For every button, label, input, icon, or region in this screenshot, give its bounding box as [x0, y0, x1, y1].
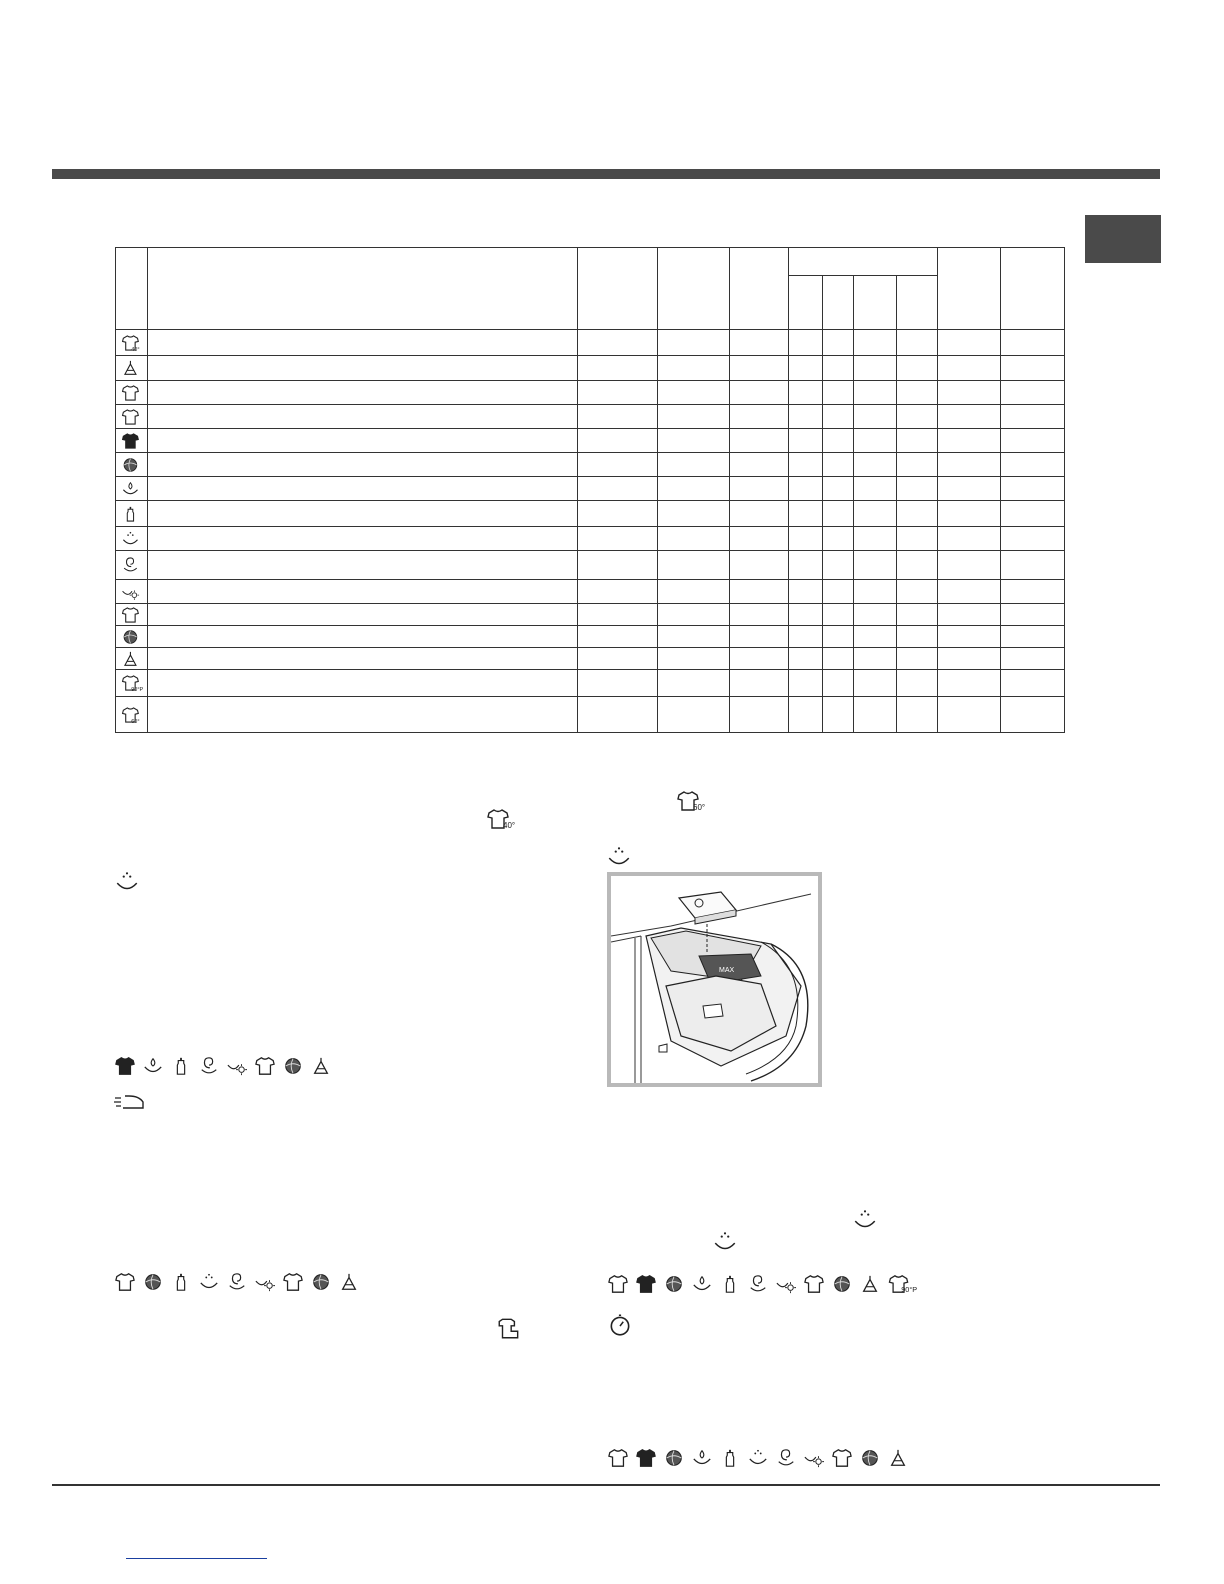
ball-sun-icon — [282, 1056, 304, 1076]
hand-wash-drop-icon — [691, 1274, 713, 1294]
max-label: MAX — [719, 967, 735, 974]
table-cell — [938, 501, 1001, 527]
table-cell — [578, 626, 658, 648]
table-cell — [658, 604, 730, 626]
table-cell — [578, 381, 658, 405]
basin-steam-icon — [747, 1448, 769, 1468]
spin-swirl-icon — [226, 1272, 248, 1292]
table-cell — [1001, 381, 1065, 405]
shirt-40-label: 40° — [503, 821, 516, 830]
table-header-row — [116, 248, 1065, 276]
iron-icon — [112, 1092, 148, 1112]
table-cell — [1001, 405, 1065, 429]
table-cell — [789, 670, 823, 697]
shirt-60-icon — [676, 790, 712, 812]
table-cell — [938, 626, 1001, 648]
table-cell — [854, 604, 897, 626]
table-cell — [730, 626, 789, 648]
shirt-90p-label: 90°P — [130, 686, 143, 693]
table-cell — [823, 648, 854, 670]
table-cell — [897, 604, 938, 626]
language-tab — [1085, 215, 1161, 263]
table-icon-cell — [116, 381, 148, 405]
table-cell — [854, 356, 897, 381]
basin-steam-icon — [852, 1208, 878, 1232]
table-cell — [854, 626, 897, 648]
table-cell — [730, 580, 789, 604]
table-cell — [730, 356, 789, 381]
table-row — [116, 697, 1065, 733]
table-cell — [658, 405, 730, 429]
basin-steam-icon — [121, 529, 143, 549]
icon-row-4 — [607, 1448, 909, 1468]
table-cell — [658, 648, 730, 670]
table-cell — [578, 527, 658, 551]
table-cell — [578, 697, 658, 733]
table-cell — [823, 330, 854, 356]
table-cell — [823, 453, 854, 477]
table-cell — [823, 604, 854, 626]
table-cell — [658, 527, 730, 551]
basin-sun-icon — [775, 1274, 797, 1294]
icon-row-3 — [607, 1274, 921, 1294]
basin-sun-icon — [254, 1272, 276, 1292]
table-row — [116, 626, 1065, 648]
table-row — [116, 580, 1065, 604]
table-cell — [789, 477, 823, 501]
shirt-sun-icon — [121, 605, 143, 625]
dark-shirt-icon — [635, 1274, 657, 1294]
wool-sun-icon — [338, 1272, 360, 1292]
shirt-sun-icon — [831, 1448, 853, 1468]
table-cell — [1001, 670, 1065, 697]
table-cell — [789, 381, 823, 405]
table-icon-cell — [116, 330, 148, 356]
table-cell — [730, 429, 789, 453]
shirt-90p-icon — [121, 673, 143, 693]
table-cell — [789, 356, 823, 381]
table-cell — [578, 429, 658, 453]
table-row — [116, 405, 1065, 429]
spin-swirl-icon — [121, 555, 143, 575]
table-row — [116, 330, 1065, 356]
table-cell — [938, 604, 1001, 626]
table-cell — [578, 670, 658, 697]
ball-sun-icon — [121, 627, 143, 647]
table-cell — [823, 429, 854, 453]
sport-ball-icon — [121, 455, 143, 475]
shirt-90p-icon — [887, 1274, 921, 1294]
table-cell — [658, 670, 730, 697]
sport-ball-icon — [663, 1274, 685, 1294]
header-cell — [148, 248, 578, 330]
table-cell — [148, 381, 578, 405]
shirt-60-icon — [121, 705, 143, 725]
table-cell — [1001, 551, 1065, 580]
table-cell — [823, 381, 854, 405]
shirt-icon — [114, 1272, 136, 1292]
header-cell — [823, 276, 854, 330]
table-cell — [1001, 604, 1065, 626]
table-cell — [897, 697, 938, 733]
table-row — [116, 453, 1065, 477]
wool-sun-icon — [121, 649, 143, 669]
table-cell — [897, 626, 938, 648]
table-cell — [658, 477, 730, 501]
table-cell — [938, 429, 1001, 453]
dark-shirt-icon — [114, 1056, 136, 1076]
table-cell — [854, 527, 897, 551]
table-cell — [938, 648, 1001, 670]
table-cell — [938, 477, 1001, 501]
table-cell — [730, 604, 789, 626]
table-cell — [1001, 330, 1065, 356]
table-cell — [938, 330, 1001, 356]
wool-sun-icon — [310, 1056, 332, 1076]
table-cell — [823, 670, 854, 697]
table-cell — [789, 453, 823, 477]
header-rule — [52, 169, 1160, 179]
table-cell — [730, 405, 789, 429]
table-cell — [823, 551, 854, 580]
table-icon-cell — [116, 453, 148, 477]
table-cell — [897, 551, 938, 580]
table-cell — [897, 501, 938, 527]
table-icon-cell — [116, 580, 148, 604]
table-cell — [823, 626, 854, 648]
header-cell — [730, 248, 789, 330]
table-cell — [730, 330, 789, 356]
table-cell — [938, 551, 1001, 580]
table-row — [116, 477, 1065, 501]
table-cell — [854, 477, 897, 501]
shirt-timer-icon — [121, 407, 143, 427]
wool-icon — [121, 358, 143, 378]
table-cell — [823, 697, 854, 733]
baby-bottle-icon — [121, 504, 143, 524]
timer-icon — [607, 1312, 633, 1338]
basin-steam-icon — [198, 1272, 220, 1292]
detergent-drawer-figure — [607, 872, 822, 1087]
table-cell — [854, 648, 897, 670]
table-cell — [823, 580, 854, 604]
table-cell — [897, 405, 938, 429]
table-cell — [658, 330, 730, 356]
table-cell — [730, 670, 789, 697]
shirt-icon — [607, 1448, 629, 1468]
table-cell — [854, 697, 897, 733]
table-cell — [854, 405, 897, 429]
table-cell — [148, 330, 578, 356]
header-cell — [938, 248, 1001, 330]
table-cell — [789, 405, 823, 429]
table-cell — [658, 356, 730, 381]
table-cell — [148, 648, 578, 670]
baby-bottle-icon — [170, 1056, 192, 1076]
table-cell — [938, 697, 1001, 733]
table-cell — [578, 477, 658, 501]
table-icon-cell — [116, 429, 148, 453]
basin-sun-icon — [121, 582, 143, 602]
icon-row-2 — [114, 1272, 360, 1292]
table-cell — [148, 604, 578, 626]
table-cell — [897, 670, 938, 697]
wool-sun-icon — [859, 1274, 881, 1294]
sport-ball-icon — [142, 1272, 164, 1292]
table-cell — [578, 580, 658, 604]
ball-sun-icon — [831, 1274, 853, 1294]
table-cell — [658, 580, 730, 604]
footer-link-underline[interactable] — [126, 1558, 267, 1559]
table-cell — [938, 405, 1001, 429]
table-row — [116, 604, 1065, 626]
table-cell — [897, 356, 938, 381]
icon-row-1 — [114, 1056, 332, 1076]
table-cell — [789, 330, 823, 356]
table-row — [116, 356, 1065, 381]
table-cell — [1001, 356, 1065, 381]
table-cell — [148, 356, 578, 381]
header-cell — [789, 276, 823, 330]
table-cell — [578, 604, 658, 626]
table-cell — [1001, 697, 1065, 733]
basin-steam-icon — [606, 845, 632, 869]
shirt-icon — [607, 1274, 629, 1294]
table-cell — [578, 648, 658, 670]
table-cell — [1001, 527, 1065, 551]
table-cell — [148, 670, 578, 697]
table-cell — [823, 356, 854, 381]
table-cell — [730, 527, 789, 551]
shirt-icon — [121, 383, 143, 403]
table-cell — [730, 381, 789, 405]
table-cell — [1001, 477, 1065, 501]
table-cell — [897, 429, 938, 453]
table-cell — [148, 580, 578, 604]
table-cell — [148, 405, 578, 429]
basin-steam-icon — [712, 1230, 738, 1254]
table-icon-cell — [116, 626, 148, 648]
table-cell — [578, 405, 658, 429]
table-icon-cell — [116, 697, 148, 733]
baby-bottle-icon — [719, 1274, 741, 1294]
dark-shirt-icon — [121, 431, 143, 451]
header-cell — [1001, 248, 1065, 330]
table-cell — [658, 429, 730, 453]
table-cell — [789, 697, 823, 733]
baby-bottle-icon — [170, 1272, 192, 1292]
spin-swirl-icon — [747, 1274, 769, 1294]
table-cell — [789, 551, 823, 580]
table-cell — [938, 381, 1001, 405]
table-icon-cell — [116, 356, 148, 381]
spin-swirl-icon — [775, 1448, 797, 1468]
table-cell — [854, 551, 897, 580]
table-cell — [1001, 429, 1065, 453]
table-cell — [730, 697, 789, 733]
table-cell — [148, 501, 578, 527]
table-cell — [148, 453, 578, 477]
table-cell — [148, 477, 578, 501]
footer-rule — [52, 1484, 1160, 1486]
table-row — [116, 670, 1065, 697]
table-cell — [938, 356, 1001, 381]
ball-sun-icon — [310, 1272, 332, 1292]
table-cell — [1001, 580, 1065, 604]
table-cell — [730, 551, 789, 580]
table-icon-cell — [116, 551, 148, 580]
hand-wash-drop-icon — [691, 1448, 713, 1468]
table-cell — [938, 580, 1001, 604]
table-cell — [1001, 501, 1065, 527]
table-cell — [789, 501, 823, 527]
table-cell — [730, 453, 789, 477]
table-icon-cell — [116, 670, 148, 697]
header-cell — [658, 248, 730, 330]
table-cell — [148, 626, 578, 648]
table-cell — [823, 405, 854, 429]
table-cell — [938, 670, 1001, 697]
dark-shirt-icon — [635, 1448, 657, 1468]
table-cell — [854, 330, 897, 356]
shirt-60-label: 60° — [130, 718, 140, 725]
table-cell — [658, 501, 730, 527]
table-cell — [1001, 626, 1065, 648]
table-cell — [823, 527, 854, 551]
header-cell — [789, 248, 938, 276]
table-cell — [897, 381, 938, 405]
table-cell — [789, 648, 823, 670]
table-row — [116, 648, 1065, 670]
table-icon-cell — [116, 477, 148, 501]
table-icon-cell — [116, 527, 148, 551]
table-row — [116, 381, 1065, 405]
table-cell — [897, 453, 938, 477]
table-cell — [854, 670, 897, 697]
table-cell — [897, 477, 938, 501]
header-cell — [897, 276, 938, 330]
table-cell — [789, 626, 823, 648]
table-row — [116, 501, 1065, 527]
table-cell — [148, 527, 578, 551]
table-row — [116, 527, 1065, 551]
shirt-sun-icon — [254, 1056, 276, 1076]
table-cell — [1001, 453, 1065, 477]
table-cell — [578, 501, 658, 527]
table-cell — [578, 551, 658, 580]
sport-ball-icon — [663, 1448, 685, 1468]
header-cell — [578, 248, 658, 330]
table-cell — [578, 330, 658, 356]
table-cell — [789, 580, 823, 604]
table-cell — [789, 429, 823, 453]
shirt-40-label: 40° — [130, 346, 140, 353]
table-cell — [854, 453, 897, 477]
table-cell — [658, 381, 730, 405]
table-cell — [1001, 648, 1065, 670]
table-cell — [578, 356, 658, 381]
ball-sun-icon — [859, 1448, 881, 1468]
detergent-drawer-illustration — [611, 876, 818, 1083]
shirt-sun-icon — [282, 1272, 304, 1292]
shirt-40-icon — [486, 808, 522, 830]
table-icon-cell — [116, 648, 148, 670]
shirt-step-icon — [496, 1316, 522, 1340]
table-cell — [938, 527, 1001, 551]
table-cell — [730, 501, 789, 527]
table-cell — [658, 626, 730, 648]
table-icon-cell — [116, 501, 148, 527]
table-cell — [854, 381, 897, 405]
table-cell — [897, 527, 938, 551]
table-cell — [148, 697, 578, 733]
table-cell — [854, 501, 897, 527]
table-cell — [730, 648, 789, 670]
basin-sun-icon — [803, 1448, 825, 1468]
hand-wash-drop-icon — [142, 1056, 164, 1076]
table-cell — [897, 580, 938, 604]
table-cell — [148, 429, 578, 453]
programme-table — [115, 247, 1065, 733]
wool-sun-icon — [887, 1448, 909, 1468]
table-cell — [854, 580, 897, 604]
table-cell — [897, 648, 938, 670]
table-icon-cell — [116, 405, 148, 429]
table-cell — [823, 477, 854, 501]
table-cell — [730, 477, 789, 501]
header-cell — [854, 276, 897, 330]
shirt-sun-icon — [803, 1274, 825, 1294]
basin-sun-icon — [226, 1056, 248, 1076]
table-cell — [148, 551, 578, 580]
basin-steam-icon — [114, 870, 140, 894]
table-cell — [897, 330, 938, 356]
shirt-90p-label: 90°P — [901, 1285, 918, 1294]
table-cell — [823, 501, 854, 527]
table-cell — [658, 453, 730, 477]
table-cell — [658, 697, 730, 733]
table-cell — [789, 604, 823, 626]
spin-swirl-icon — [198, 1056, 220, 1076]
table-cell — [578, 453, 658, 477]
table-cell — [938, 453, 1001, 477]
shirt-60-label: 60° — [693, 803, 706, 812]
shirt-40-icon — [121, 333, 143, 353]
table-cell — [789, 527, 823, 551]
table-icon-cell — [116, 604, 148, 626]
table-cell — [854, 429, 897, 453]
hand-wash-drop-icon — [121, 479, 143, 499]
table-row — [116, 429, 1065, 453]
baby-bottle-icon — [719, 1448, 741, 1468]
table-row — [116, 551, 1065, 580]
header-cell — [116, 248, 148, 330]
table-cell — [658, 551, 730, 580]
